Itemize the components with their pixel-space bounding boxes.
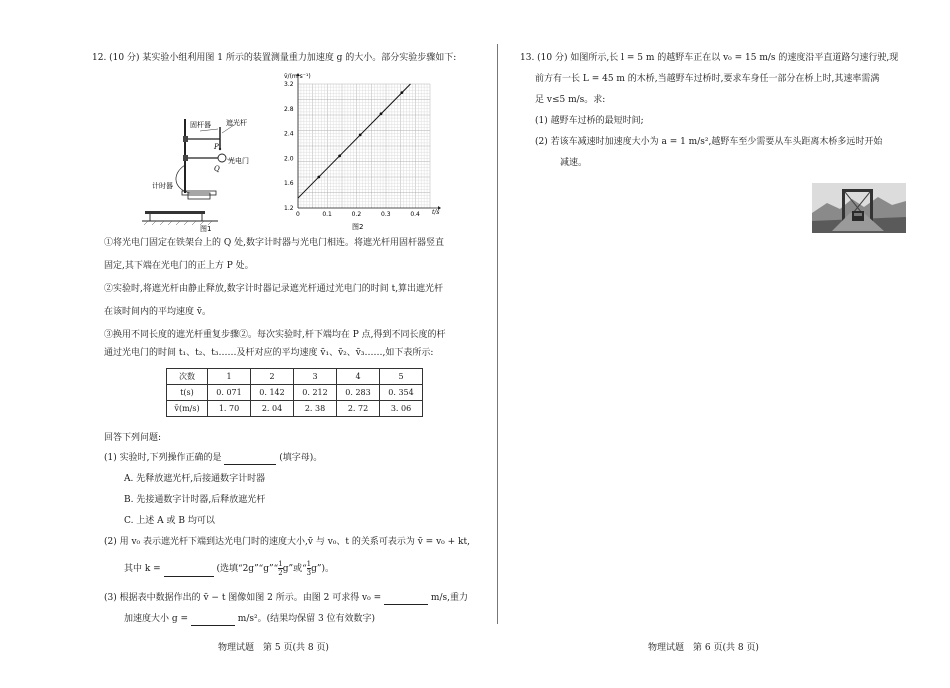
fit-line bbox=[298, 84, 410, 198]
part2-options: (选填“2g”“g”“ bbox=[216, 564, 279, 574]
step2-line2: 在该时间内的平均速度 v̄。 bbox=[104, 307, 211, 317]
label-timer: 计时器 bbox=[152, 182, 173, 190]
x-tick-label: 0.1 bbox=[322, 211, 332, 218]
table-cell: v̄(m/s) bbox=[167, 401, 208, 417]
x-tick-label: 0.4 bbox=[410, 211, 420, 218]
footer-left: 物理试题 第 5 页(共 8 页) bbox=[218, 643, 329, 653]
table-cell: 0. 283 bbox=[337, 385, 380, 401]
table-row bbox=[167, 401, 423, 417]
fraction-third: $\frac{1}{3}$ bbox=[306, 560, 312, 577]
part1-answer-blank[interactable] bbox=[224, 454, 276, 465]
part3-unit: m/s,重力 bbox=[430, 593, 468, 603]
chart-ylabel: v̄/(m·s⁻¹) bbox=[284, 73, 311, 80]
table-cell: 2. 38 bbox=[294, 401, 337, 417]
photogate bbox=[218, 154, 226, 162]
part2-line1: (2) 用 v₀ 表示遮光杆下端到达光电门时的速度大小,v̄ 与 v₀、t 的关系可表示为 v̄ = v₀ + kt, bbox=[104, 537, 470, 547]
part3-text: (3) 根据表中数据作出的 v̄ − t 图像如图 2 所示。由图 2 可求得 v₀ = bbox=[104, 593, 382, 603]
table-header-cell: 5 bbox=[380, 369, 423, 385]
apparatus-figure bbox=[140, 105, 270, 233]
q13-part2-line1: (2) 若该车减速时加速度大小为 a = 1 m/s²,越野车至少需要从车头距离木桥多远时开始 bbox=[535, 137, 883, 147]
data-point bbox=[338, 155, 341, 158]
table-cell: 0. 212 bbox=[294, 385, 337, 401]
option-b: B. 先接通数字计时器,后释放遮光杆 bbox=[124, 495, 266, 505]
table-cell: 0. 354 bbox=[380, 385, 423, 401]
step2-line1: ②实验时,将遮光杆由静止释放,数字计时器记录遮光杆通过光电门的时间 t,算出遮光杆 bbox=[104, 284, 444, 294]
chart-grid bbox=[298, 84, 430, 208]
answer-intro: 回答下列问题: bbox=[104, 433, 162, 443]
table-header-cell: 4 bbox=[337, 369, 380, 385]
table-header-row bbox=[167, 369, 423, 385]
q13-line1: 13. (10 分) 如图所示,长 l = 5 m 的越野车正在以 v₀ = 15 m/s 的速度沿平直道路匀速行驶,现 bbox=[520, 53, 899, 63]
label-gate: 光电门 bbox=[228, 157, 249, 165]
q13-part1: (1) 越野车过桥的最短时间; bbox=[535, 116, 644, 126]
table-header-cell: 1 bbox=[208, 369, 251, 385]
data-point bbox=[380, 112, 383, 115]
table-cell: 0. 071 bbox=[208, 385, 251, 401]
part1-question bbox=[104, 452, 322, 465]
label-stand: 固杆器 bbox=[190, 121, 211, 129]
fraction-half: $\frac{1}{2}$ bbox=[278, 560, 283, 577]
column-divider bbox=[497, 44, 498, 624]
data-table bbox=[166, 368, 423, 417]
data-point bbox=[317, 176, 320, 179]
part3-g-blank[interactable] bbox=[191, 615, 235, 626]
part2-k: 其中 k = bbox=[124, 564, 161, 574]
part3-line2 bbox=[124, 613, 375, 626]
table-cell: 2. 04 bbox=[251, 401, 294, 417]
option-a: A. 先释放遮光杆,后接通数字计时器 bbox=[124, 474, 266, 484]
chart-marks bbox=[298, 84, 410, 198]
table-header-cell: 3 bbox=[294, 369, 337, 385]
timer-box bbox=[188, 193, 210, 199]
chart-xlabel: t/s bbox=[432, 209, 440, 216]
step1-line2: 固定,其下端在光电门的正上方 P 处。 bbox=[104, 261, 254, 271]
part3-line1 bbox=[104, 592, 468, 605]
part2-third: g”)。 bbox=[311, 564, 335, 574]
q12-heading: 12. (10 分) 某实验小组利用图 1 所示的装置测量重力加速度 g 的大小。部分实验步骤如下: bbox=[92, 53, 457, 63]
x-tick-label: 0 bbox=[296, 211, 300, 218]
part3-g: 加速度大小 g = bbox=[124, 614, 189, 624]
option-c: C. 上述 A 或 B 均可以 bbox=[124, 516, 215, 526]
y-tick-label: 2.0 bbox=[284, 155, 294, 163]
table-top bbox=[145, 211, 205, 214]
label-rod: 遮光杆 bbox=[226, 119, 247, 127]
part2-line2 bbox=[124, 560, 334, 577]
table-header-cell: 2 bbox=[251, 369, 294, 385]
table-header-cell: 次数 bbox=[167, 369, 208, 385]
fig1-caption: 图1 bbox=[200, 225, 212, 233]
data-point bbox=[400, 91, 403, 94]
vt-chart bbox=[270, 68, 450, 233]
q13-part2-line2: 减速。 bbox=[560, 158, 588, 168]
data-point bbox=[359, 133, 362, 136]
step1-line1: ①将光电门固定在铁架台上的 Q 处,数字计时器与光电门相连。将遮光杆用固杆器竖直 bbox=[104, 238, 444, 248]
table-cell: 0. 142 bbox=[251, 385, 294, 401]
table-cell: 1. 70 bbox=[208, 401, 251, 417]
part1-text: (1) 实验时,下列操作正确的是 bbox=[104, 453, 222, 463]
part2-answer-blank[interactable] bbox=[164, 566, 214, 577]
table-row bbox=[167, 385, 423, 401]
table-cell: 3. 06 bbox=[380, 401, 423, 417]
footer-right: 物理试题 第 6 页(共 8 页) bbox=[648, 643, 759, 653]
bridge-photo bbox=[812, 183, 906, 233]
x-tick-label: 0.2 bbox=[351, 211, 362, 218]
table-cell: t(s) bbox=[167, 385, 208, 401]
y-tick-label: 1.2 bbox=[284, 205, 294, 212]
q13-line2: 前方有一长 L = 45 m 的木桥,当越野车过桥时,要求车身任一部分在桥上时,其速率需满 bbox=[535, 74, 880, 84]
part2-half: g”或“ bbox=[282, 564, 307, 574]
q13-line3: 足 v≤5 m/s。求: bbox=[535, 95, 606, 105]
label-q: Q bbox=[214, 165, 220, 173]
chart-ticks bbox=[284, 81, 420, 218]
part3-v0-blank[interactable] bbox=[384, 594, 428, 605]
y-tick-label: 1.6 bbox=[284, 180, 294, 188]
chart-caption: 图2 bbox=[352, 223, 364, 231]
y-tick-label: 2.4 bbox=[284, 130, 294, 138]
table-cell: 2. 72 bbox=[337, 401, 380, 417]
part3-note: m/s²。(结果均保留 3 位有效数字) bbox=[237, 614, 376, 624]
step3-line2: 通过光电门的时间 t₁、t₂、t₃……及杆对应的平均速度 v̄₁、v̄₂、v̄₃……,如下表所示: bbox=[104, 348, 434, 358]
step3-line1: ③换用不同长度的遮光杆重复步骤②。每次实验时,杆下端均在 P 点,得到不同长度的杆 bbox=[104, 330, 446, 340]
part1-suffix: (填字母)。 bbox=[279, 453, 323, 463]
label-p: P bbox=[214, 143, 219, 151]
y-tick-label: 2.8 bbox=[284, 105, 294, 113]
y-tick-label: 3.2 bbox=[284, 81, 294, 88]
x-tick-label: 0.3 bbox=[381, 211, 391, 218]
